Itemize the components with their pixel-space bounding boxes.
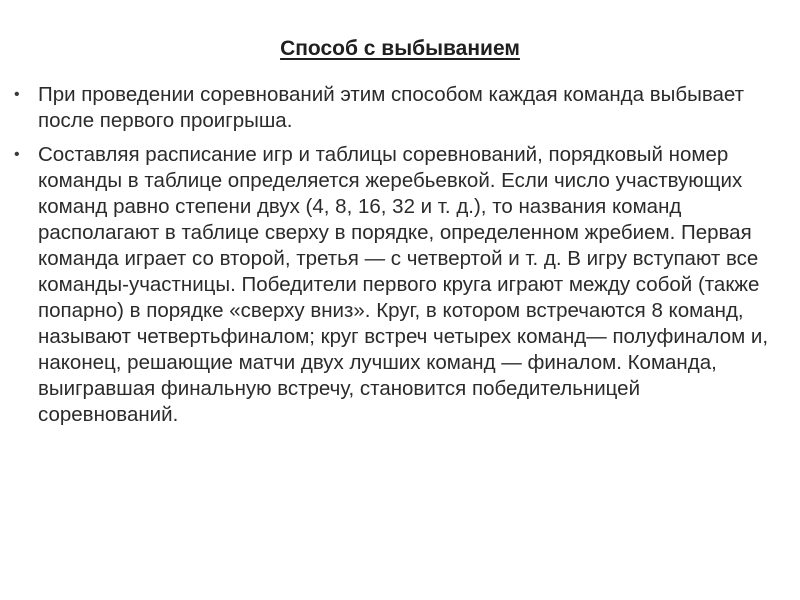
bullet-item-elimination-rule — [14, 82, 774, 134]
bullet-dot-icon: • — [14, 146, 20, 163]
bullet-list — [14, 82, 774, 436]
bullet-text: При проведении соревнований этим способом каждая команда выбывает после первого проигрыша. — [38, 83, 744, 132]
bullet-dot-icon: • — [14, 86, 20, 103]
bullet-text: Составляя расписание игр и таблицы соревнований, порядковый номер команды в таблице определяется жеребьевкой. Если число участвующих команд равно степени двух (4, 8, 16, 32 и т. д.), то названия команд располагают в таблице сверху в порядке, определенном жребием. Первая команда играет со второй, третья — с четвертой и т. д. В игру вступают все команды-участницы. Победители первого круга играют между собой (также попарно) в порядке «сверху вниз». Круг, в котором встречаются 8 команд, называют четвертьфиналом; круг встреч четырех команд— полуфиналом и, наконец, решающие матчи двух лучших команд — финалом. Команда, выигравшая финальную встречу, становится победительницей соревнований. — [38, 143, 769, 426]
bullet-item-schedule-description — [14, 142, 774, 428]
slide-title: Способ с выбыванием — [280, 37, 520, 60]
